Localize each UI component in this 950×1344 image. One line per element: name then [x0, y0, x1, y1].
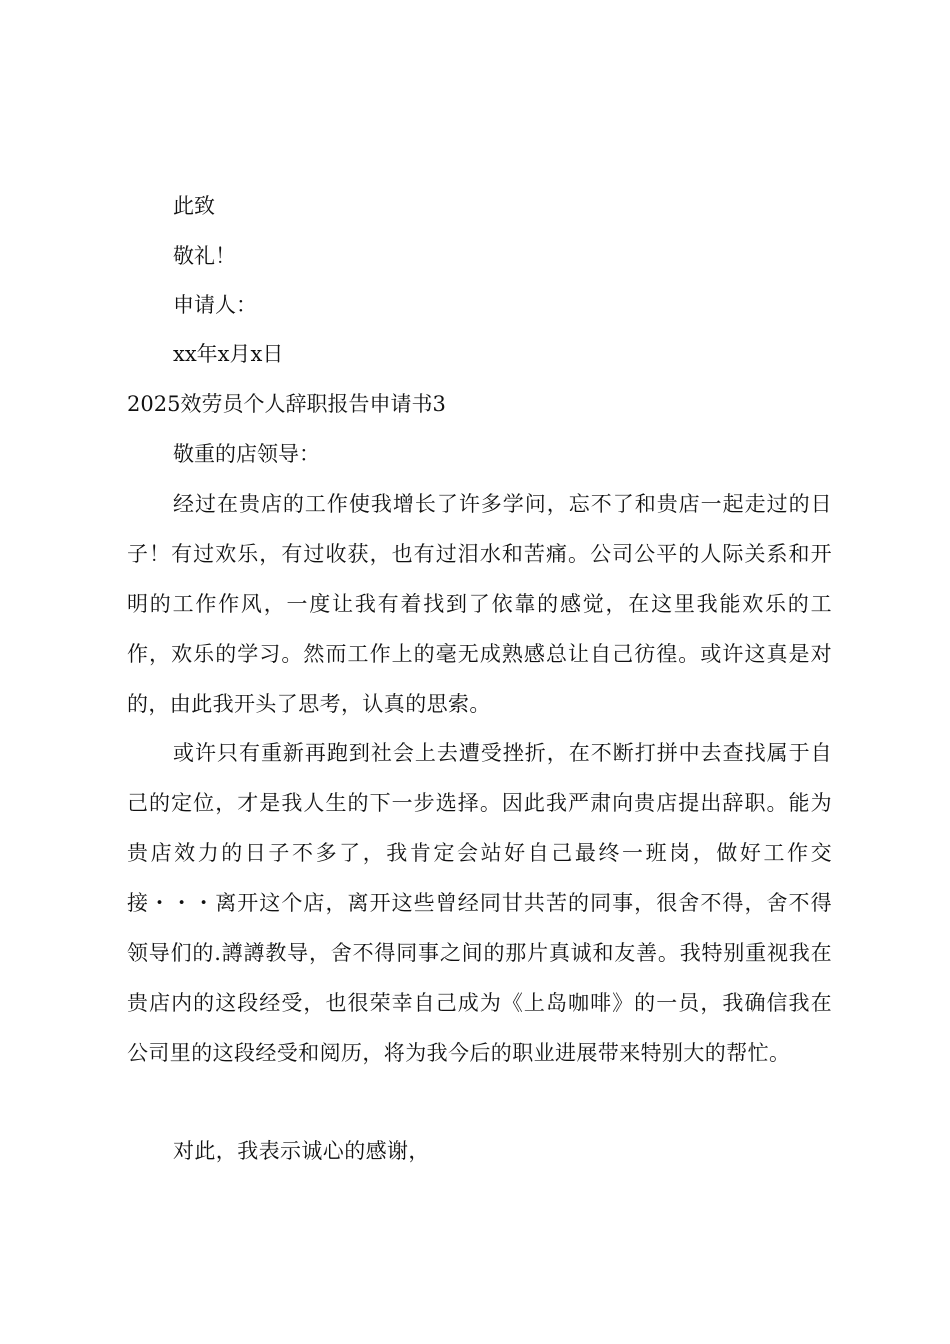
body-paragraph-3: 对此，我表示诚心的感谢， [173, 1139, 430, 1163]
closing-salutation-1: 此致 [173, 194, 215, 218]
signature-date: xx年x月x日 [173, 342, 284, 366]
body-paragraph-1: 经过在贵店的工作使我增长了许多学问，忘不了和贵店一起走过的日子！有过欢乐，有过收获，也有过泪水和苦痛。公司公平的人际关系和开明的工作作风，一度让我有着找到了依靠的感觉，在这里我能欢乐的工作，欢乐的学习。然而工作上的毫无成熟感总让自己彷徨。或许这真是对的，由此我开头了思考，认真的思索。 [127, 492, 832, 716]
closing-salutation-2: 敬礼！ [173, 244, 236, 268]
section-title: 2025效劳员个人辞职报告申请书3 [127, 392, 446, 416]
letter-greeting: 敬重的店领导： [173, 442, 320, 466]
body-paragraph-2: 或许只有重新再跑到社会上去遭受挫折，在不断打拼中去查找属于自己的定位，才是我人生的下一步选择。因此我严肃向贵店提出辞职。能为贵店效力的日子不多了，我肯定会站好自己最终一班岗，做好工作交接・・・离开这个店，离开这些曾经同甘共苦的同事，很舍不得，舍不得领导们的.譐譐教导，舍不得同事之间的那片真诚和友善。我特别重视我在贵店内的这段经受，也很荣幸自己成为《上岛咖啡》的一员，我确信我在公司里的这段经受和阅历，将为我今后的职业进展带来特别大的帮忙。 [127, 741, 832, 1065]
applicant-label: 申请人： [173, 293, 257, 317]
